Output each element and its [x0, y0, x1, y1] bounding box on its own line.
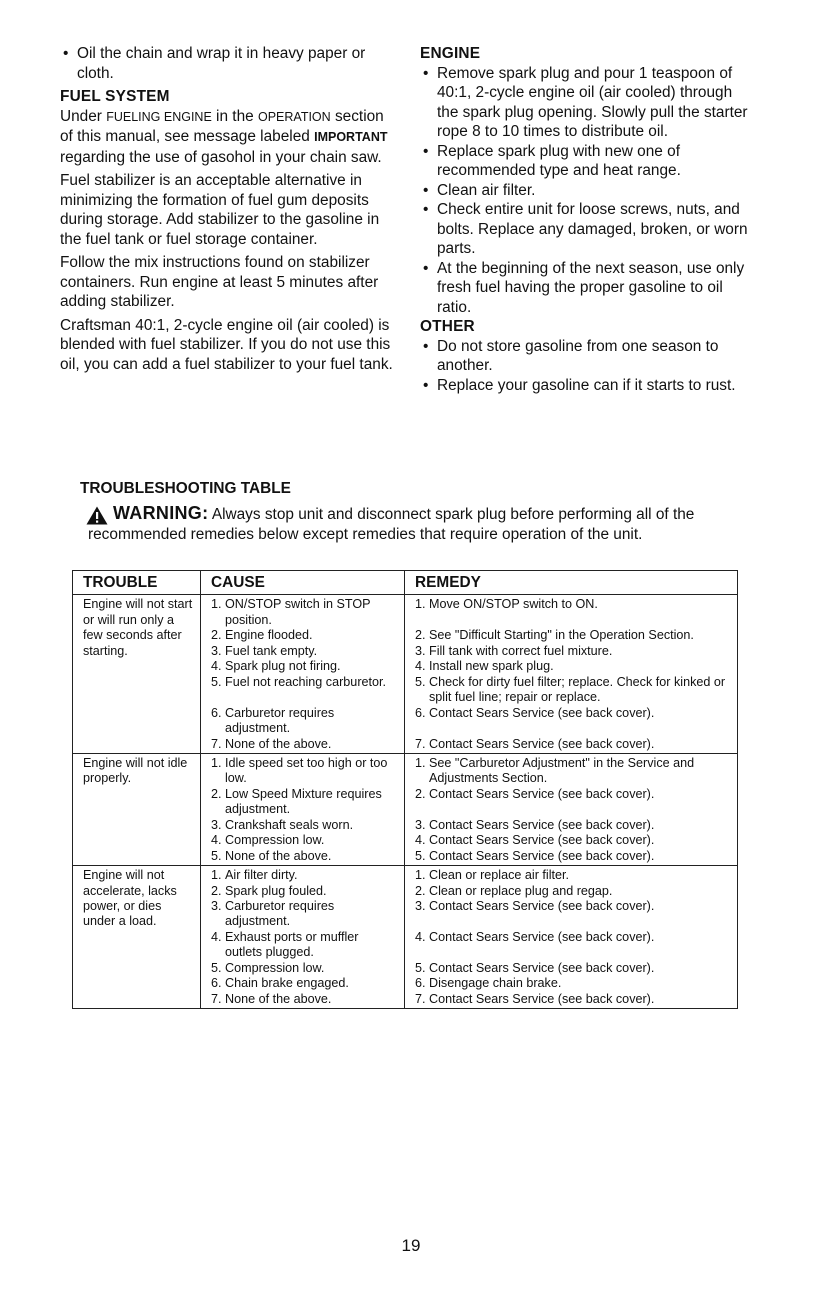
engine-item: • Check entire unit for loose screws, nuts, and bolts. Replace any damaged, broken, or worn parts.: [420, 200, 750, 259]
troubleshooting-table: [72, 570, 738, 1009]
troubleshooting-body: [73, 595, 738, 1009]
cause-number: 2.: [211, 628, 222, 643]
cause-text: None of the above.: [225, 991, 332, 1006]
remedy-cell: [405, 754, 738, 866]
remedy-text: Move ON/STOP switch to ON.: [429, 597, 598, 612]
remedy-text: Clean or replace plug and regap.: [429, 883, 613, 898]
cause-number: 2.: [211, 787, 222, 802]
cause-number: 5.: [211, 848, 222, 863]
remedy-text: Install new spark plug.: [429, 659, 554, 674]
cause-number: 6.: [211, 976, 222, 991]
cause-number: 4.: [211, 659, 222, 674]
left-column: [60, 44, 400, 378]
cause-number: 1.: [211, 756, 222, 771]
remedy-item: [415, 787, 731, 818]
table-row: [73, 866, 738, 1009]
cause-item: [211, 737, 398, 752]
cause-item: [211, 706, 398, 737]
cause-text: Fuel not reaching carburetor.: [225, 674, 387, 689]
cause-item: [211, 675, 398, 706]
cause-text: Chain brake engaged.: [225, 976, 349, 991]
cause-item: [211, 628, 398, 643]
remedy-item: [415, 849, 731, 864]
remedy-cell: [405, 595, 738, 754]
trouble-cell: Engine will not idle properly.: [73, 754, 201, 866]
remedy-text: Contact Sears Service (see back cover).: [429, 787, 655, 802]
cause-number: 3.: [211, 643, 222, 658]
storage-bullet: • Oil the chain and wrap it in heavy paper or cloth.: [60, 44, 400, 83]
fuel-paragraph-1: Under FUELING ENGINE in the OPERATION section of this manual, see message labeled IMPORTANT regarding the use of gasohol in your chain saw.: [60, 107, 388, 166]
remedy-number: 2.: [415, 787, 426, 802]
table-row: [73, 595, 738, 754]
remedy-number: 1.: [415, 597, 426, 612]
cause-number: 4.: [211, 930, 222, 945]
engine-item: • At the beginning of the next season, use only fresh fuel having the proper gasoline to oil ratio.: [420, 259, 750, 318]
remedy-item: [415, 597, 731, 628]
cause-item: [211, 756, 398, 787]
cause-item: [211, 833, 398, 848]
remedy-text: Contact Sears Service (see back cover).: [429, 705, 655, 720]
remedy-text: Fill tank with correct fuel mixture.: [429, 643, 613, 658]
cause-text: ON/STOP switch in STOP position.: [225, 597, 371, 627]
cause-number: 1.: [211, 597, 222, 612]
cause-item: [211, 787, 398, 818]
remedy-number: 7.: [415, 991, 426, 1006]
cause-number: 7.: [211, 991, 222, 1006]
remedy-item: [415, 992, 731, 1007]
remedy-number: 3.: [415, 818, 426, 833]
remedy-text: Contact Sears Service (see back cover).: [429, 899, 655, 914]
remedy-item: [415, 899, 731, 930]
cause-item: [211, 976, 398, 991]
fuel-paragraph-2: Fuel stabilizer is an acceptable alternative in minimizing the formation of fuel gum deposits during storage. Add stabilizer to the gasoline in the fuel tank or fuel storage container.: [60, 172, 380, 248]
warning-icon: [86, 506, 108, 525]
cause-text: Idle speed set too high or too low.: [225, 756, 388, 786]
remedy-number: 6.: [415, 705, 426, 720]
remedy-item: [415, 976, 731, 991]
warning-label: WARNING:: [113, 503, 209, 523]
table-row: [73, 754, 738, 866]
fuel-system-heading: FUEL SYSTEM: [60, 88, 170, 105]
remedy-item: [415, 644, 731, 659]
remedy-text: Contact Sears Service (see back cover).: [429, 991, 655, 1006]
remedy-text: See "Carburetor Adjustment" in the Service and Adjustments Section.: [429, 756, 695, 786]
trouble-cell: Engine will not accelerate, lacks power, or dies under a load.: [73, 866, 201, 1009]
remedy-item: [415, 756, 731, 787]
engine-item: • Clean air filter.: [420, 181, 750, 201]
remedy-text: Contact Sears Service (see back cover).: [429, 848, 655, 863]
remedy-item: [415, 833, 731, 848]
remedy-number: 1.: [415, 868, 426, 883]
cause-text: Compression low.: [225, 961, 325, 976]
remedy-text: Contact Sears Service (see back cover).: [429, 736, 655, 751]
remedy-text: Contact Sears Service (see back cover).: [429, 961, 655, 976]
engine-heading: ENGINE: [420, 45, 481, 62]
remedy-item: [415, 737, 731, 752]
remedy-number: 4.: [415, 833, 426, 848]
cause-text: None of the above.: [225, 736, 332, 751]
header-cause: CAUSE: [201, 571, 405, 595]
remedy-number: 2.: [415, 883, 426, 898]
cause-cell: [201, 595, 405, 754]
header-trouble: TROUBLE: [73, 571, 201, 595]
cause-text: Exhaust ports or muffler outlets plugged.: [225, 930, 359, 960]
warning-text: Always stop unit and disconnect spark plug before performing all of the recommended remedies below except remedies that require operation of the unit.: [88, 506, 695, 543]
other-item: • Do not store gasoline from one season to another.: [420, 337, 750, 376]
cause-item: [211, 868, 398, 883]
cause-text: Fuel tank empty.: [225, 643, 318, 658]
cause-text: Spark plug not firing.: [225, 659, 341, 674]
remedy-cell: [405, 866, 738, 1009]
remedy-item: [415, 868, 731, 883]
remedy-number: 1.: [415, 756, 426, 771]
remedy-number: 5.: [415, 674, 426, 689]
cause-item: [211, 818, 398, 833]
remedy-item: [415, 818, 731, 833]
remedy-item: [415, 675, 731, 706]
cause-text: Air filter dirty.: [225, 868, 298, 883]
cause-text: None of the above.: [225, 848, 332, 863]
fuel-paragraph-4: Craftsman 40:1, 2-cycle engine oil (air cooled) is blended with fuel stabilizer. If you do not use this oil, you can add a fuel stabilizer to your fuel tank.: [60, 316, 393, 373]
cause-item: [211, 884, 398, 899]
cause-number: 5.: [211, 961, 222, 976]
cause-item: [211, 992, 398, 1007]
page-number: 19: [401, 1236, 421, 1255]
remedy-number: 6.: [415, 976, 426, 991]
cause-number: 6.: [211, 705, 222, 720]
cause-number: 3.: [211, 818, 222, 833]
fuel-paragraph-3: Follow the mix instructions found on stabilizer containers. Run engine at least 5 minutes after adding stabilizer.: [60, 254, 379, 310]
header-remedy: REMEDY: [405, 571, 738, 595]
engine-item: • Remove spark plug and pour 1 teaspoon of 40:1, 2-cycle engine oil (air cooled) through the spark plug opening. Slowly pull the starter rope 8 to 10 times to distribute oil.: [420, 64, 750, 142]
remedy-item: [415, 930, 731, 961]
cause-item: [211, 930, 398, 961]
remedy-item: [415, 961, 731, 976]
remedy-item: [415, 706, 731, 737]
remedy-number: 2.: [415, 628, 426, 643]
remedy-text: Contact Sears Service (see back cover).: [429, 930, 655, 945]
remedy-number: 7.: [415, 736, 426, 751]
trouble-cell: Engine will not start or will run only a few seconds after starting.: [73, 595, 201, 754]
troubleshooting-title: TROUBLESHOOTING TABLE: [80, 480, 291, 497]
cause-number: 2.: [211, 883, 222, 898]
cause-cell: [201, 754, 405, 866]
remedy-text: Contact Sears Service (see back cover).: [429, 818, 655, 833]
cause-text: Engine flooded.: [225, 628, 313, 643]
cause-number: 3.: [211, 899, 222, 914]
cause-item: [211, 644, 398, 659]
other-item: • Replace your gasoline can if it starts to rust.: [420, 376, 750, 396]
remedy-text: Disengage chain brake.: [429, 976, 562, 991]
cause-text: Low Speed Mixture requires adjustment.: [225, 787, 382, 817]
cause-text: Compression low.: [225, 833, 325, 848]
cause-text: Spark plug fouled.: [225, 883, 327, 898]
remedy-number: 3.: [415, 899, 426, 914]
other-heading: OTHER: [420, 318, 475, 335]
remedy-number: 5.: [415, 961, 426, 976]
cause-number: 5.: [211, 674, 222, 689]
engine-item: • Replace spark plug with new one of recommended type and heat range.: [420, 142, 750, 181]
cause-item: [211, 597, 398, 628]
cause-item: [211, 849, 398, 864]
remedy-number: 5.: [415, 848, 426, 863]
cause-cell: [201, 866, 405, 1009]
right-column: [420, 44, 750, 395]
remedy-text: Clean or replace air filter.: [429, 868, 569, 883]
remedy-text: Check for dirty fuel filter; replace. Check for kinked or split fuel line; repair or replace.: [429, 674, 726, 705]
cause-item: [211, 961, 398, 976]
cause-text: Carburetor requires adjustment.: [225, 705, 335, 736]
remedy-text: See "Difficult Starting" in the Operation Section.: [429, 628, 694, 643]
cause-number: 4.: [211, 833, 222, 848]
cause-item: [211, 659, 398, 674]
remedy-text: Contact Sears Service (see back cover).: [429, 833, 655, 848]
cause-text: Crankshaft seals worn.: [225, 818, 354, 833]
cause-item: [211, 899, 398, 930]
warning-block: [88, 503, 748, 545]
remedy-number: 4.: [415, 930, 426, 945]
remedy-number: 4.: [415, 659, 426, 674]
remedy-item: [415, 628, 731, 643]
remedy-item: [415, 659, 731, 674]
cause-number: 1.: [211, 868, 222, 883]
cause-text: Carburetor requires adjustment.: [225, 899, 335, 929]
remedy-item: [415, 884, 731, 899]
cause-number: 7.: [211, 736, 222, 751]
remedy-number: 3.: [415, 643, 426, 658]
